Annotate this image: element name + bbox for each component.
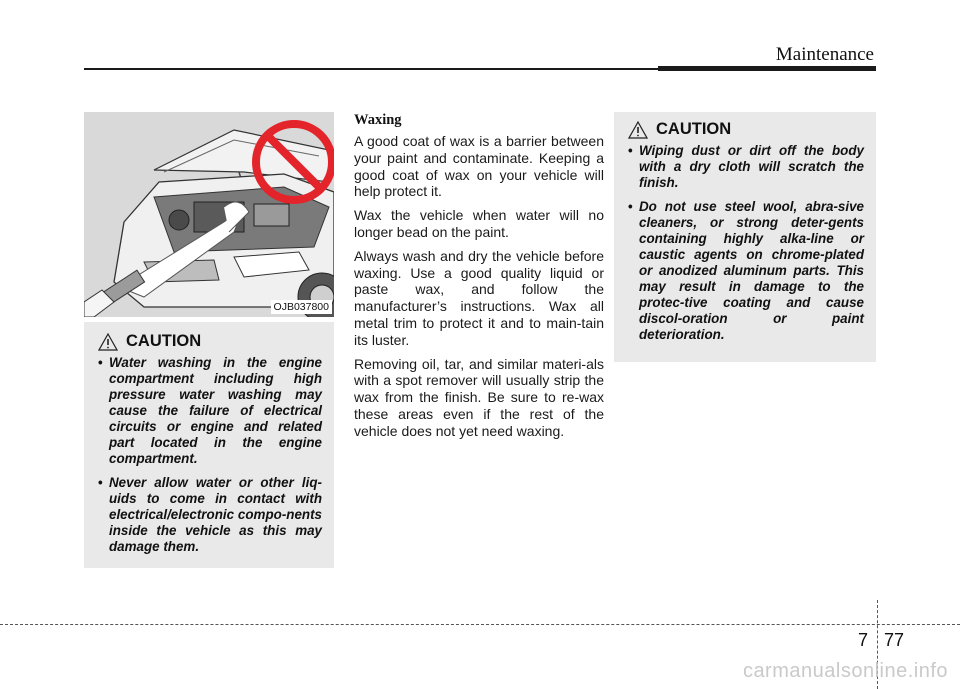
- car-engine-drawing: [84, 112, 334, 317]
- waxing-paragraph: Always wash and dry the vehicle before waxing. Use a good quality liquid or paste wax, and follow the manufacturer’s instructions. Wax all metal trim to protect it and to main-tain its luster.: [354, 247, 604, 348]
- engine-wash-illustration: [84, 112, 334, 317]
- footer-rule: [0, 624, 960, 625]
- waxing-paragraph: A good coat of wax is a barrier between your paint and contaminate. Keeping a good coat of wax on your vehicle will help protect it.: [354, 133, 604, 200]
- page-number: 77: [884, 630, 905, 650]
- waxing-paragraph: Removing oil, tar, and similar materi-als with a spot remover will usually strip the wax from the finish. Be sure to re-wax these areas even if the rest of the vehicle does not yet need waxing.: [354, 355, 604, 439]
- warning-triangle-icon: [628, 121, 648, 139]
- figure-code: OJB037800: [271, 300, 332, 314]
- waxing-title: Waxing: [354, 112, 402, 128]
- caution-title: CAUTION: [126, 332, 202, 350]
- waxing-paragraph: Wax the vehicle when water will no longer bead on the paint.: [354, 207, 604, 240]
- watermark: carmanualsonline.info: [742, 660, 948, 682]
- section-header: Maintenance: [775, 44, 874, 65]
- caution-list: [98, 355, 322, 555]
- waxing-section: [354, 112, 604, 447]
- chapter-number: 7: [858, 630, 869, 650]
- caution-item: • Water washing in the engine compartment including high pressure water washing may cause the failure of electrical circuits or engine and related part located in the engine compartment.: [98, 355, 322, 467]
- caution-title: CAUTION: [656, 120, 732, 138]
- caution-box-paint-care: [614, 112, 876, 362]
- caution-box-engine-washing: [84, 322, 334, 568]
- caution-heading: [628, 120, 864, 139]
- warning-triangle-icon: [98, 333, 118, 351]
- caution-heading: [98, 332, 322, 351]
- caution-item: • Never allow water or other liq-uids to come in contact with electrical/electronic compo-nents inside the vehicle as this may damage them.: [98, 475, 322, 555]
- caution-list: [628, 143, 864, 343]
- caution-item: • Do not use steel wool, abra-sive cleaners, or strong deter-gents containing highly alka-line or caustic agents on chrome-plated or anodized aluminum parts. This may result in damage to the protec-tive coating and cause discol-oration or paint deterioration.: [628, 199, 864, 343]
- header-rule-accent: [658, 66, 876, 71]
- caution-item: • Wiping dust or dirt off the body with a dry cloth will scratch the finish.: [628, 143, 864, 191]
